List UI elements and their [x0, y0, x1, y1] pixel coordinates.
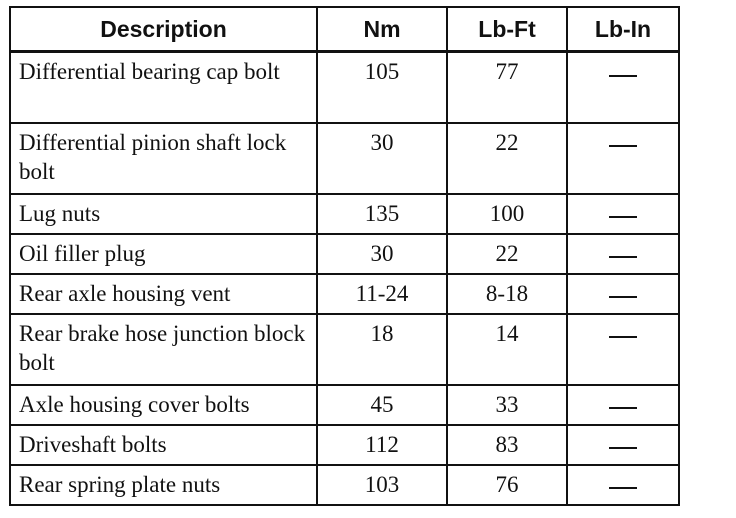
cell-lb-ft: 8-18: [447, 274, 567, 314]
cell-nm: 105: [317, 52, 447, 123]
cell-description: Rear brake hose junction block bolt: [10, 314, 317, 385]
table-body: [10, 52, 679, 505]
dash-mark: [609, 336, 637, 338]
cell-lb-in: [567, 314, 679, 385]
table-row: [10, 425, 679, 465]
table-header: [10, 7, 679, 52]
cell-lb-in: [567, 274, 679, 314]
table-row: [10, 274, 679, 314]
cell-description: Rear spring plate nuts: [10, 465, 317, 505]
cell-description: Rear axle housing vent: [10, 274, 317, 314]
dash-mark: [609, 296, 637, 298]
dash-mark: [609, 487, 637, 489]
table-row: [10, 465, 679, 505]
cell-lb-ft: 76: [447, 465, 567, 505]
dash-mark: [609, 145, 637, 147]
header-nm: Nm: [317, 7, 447, 52]
cell-nm: 11-24: [317, 274, 447, 314]
table-row: [10, 52, 679, 123]
cell-description: Lug nuts: [10, 194, 317, 234]
table-row: [10, 234, 679, 274]
cell-lb-in: [567, 52, 679, 123]
torque-spec-table: [9, 6, 680, 506]
cell-lb-ft: 83: [447, 425, 567, 465]
table-row: [10, 385, 679, 425]
header-lb-ft: Lb-Ft: [447, 7, 567, 52]
dash-mark: [609, 407, 637, 409]
cell-description: Oil filler plug: [10, 234, 317, 274]
cell-lb-in: [567, 385, 679, 425]
dash-mark: [609, 447, 637, 449]
table-row: [10, 123, 679, 194]
dash-mark: [609, 75, 637, 77]
cell-description: Driveshaft bolts: [10, 425, 317, 465]
cell-nm: 30: [317, 234, 447, 274]
cell-lb-in: [567, 194, 679, 234]
cell-lb-ft: 100: [447, 194, 567, 234]
cell-lb-ft: 14: [447, 314, 567, 385]
table-row: [10, 314, 679, 385]
table-row: [10, 194, 679, 234]
cell-lb-ft: 22: [447, 123, 567, 194]
cell-description: Differential pinion shaft lock bolt: [10, 123, 317, 194]
cell-lb-ft: 22: [447, 234, 567, 274]
cell-lb-ft: 77: [447, 52, 567, 123]
dash-mark: [609, 216, 637, 218]
cell-nm: 103: [317, 465, 447, 505]
cell-nm: 112: [317, 425, 447, 465]
cell-lb-in: [567, 234, 679, 274]
header-lb-in: Lb-In: [567, 7, 679, 52]
cell-nm: 135: [317, 194, 447, 234]
cell-description: Differential bearing cap bolt: [10, 52, 317, 123]
cell-nm: 45: [317, 385, 447, 425]
cell-lb-in: [567, 425, 679, 465]
dash-mark: [609, 256, 637, 258]
cell-lb-in: [567, 465, 679, 505]
cell-description: Axle housing cover bolts: [10, 385, 317, 425]
header-description: Description: [10, 7, 317, 52]
cell-nm: 18: [317, 314, 447, 385]
cell-lb-in: [567, 123, 679, 194]
header-row: [10, 7, 679, 52]
cell-nm: 30: [317, 123, 447, 194]
cell-lb-ft: 33: [447, 385, 567, 425]
